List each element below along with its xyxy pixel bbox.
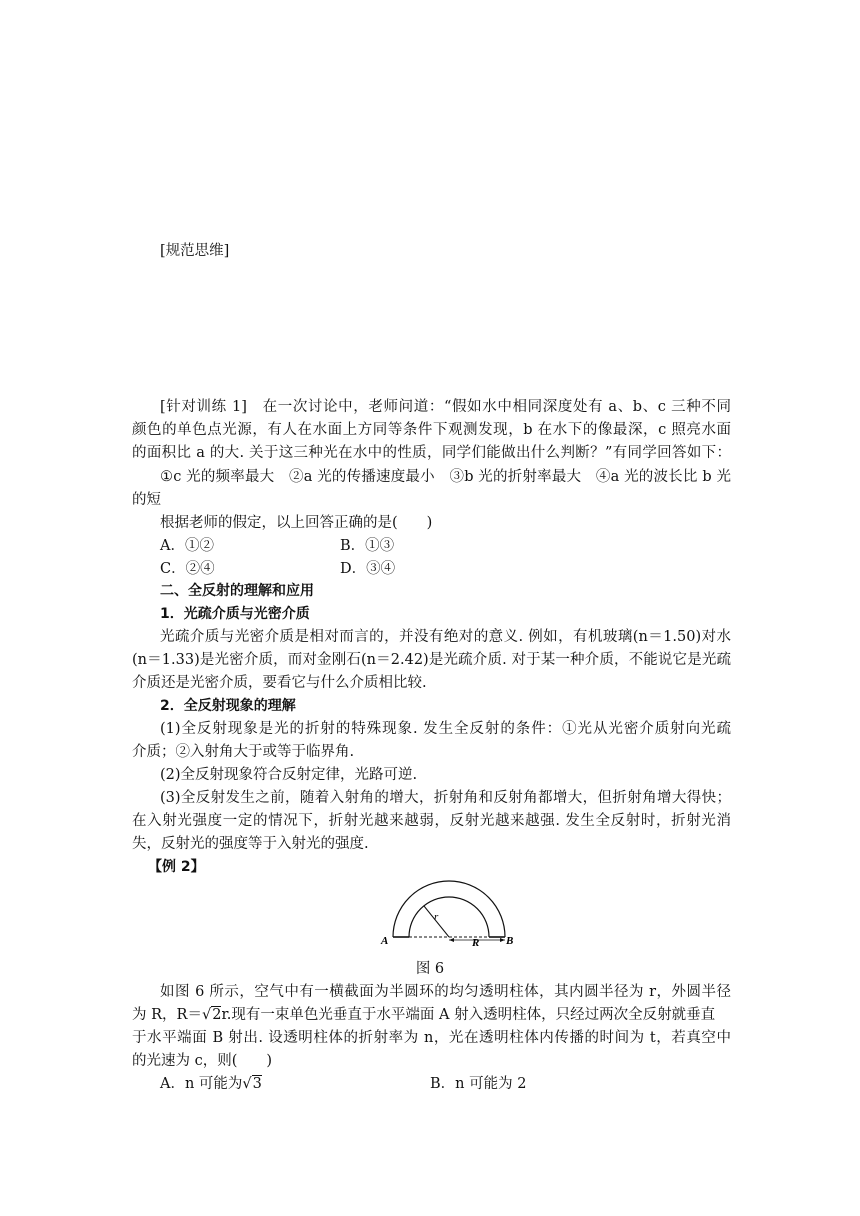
practice-line-1: [针对训练 1] 在一次讨论中，老师问道：“假如水中相同深度处有 a、b、c 三种不同 <box>160 399 731 415</box>
practice-option-c: C．②④ <box>160 561 215 577</box>
label-R: R <box>472 937 480 949</box>
practice-option-d: D．③④ <box>340 561 396 577</box>
practice-option-b: B．①③ <box>340 538 395 554</box>
figure-caption: 图 6 <box>415 961 445 977</box>
paragraph-4-line-3: 失，反射光的强度等于入射光的强度. <box>132 836 369 852</box>
paragraph-1-line-1: 光疏介质与光密介质是相对而言的，并没有绝对的意义. 例如，有机玻璃(n＝1.50)对水 <box>160 629 731 645</box>
example-line-4: 的光速为 c，则( ) <box>132 1053 273 1069</box>
label-B: B <box>506 935 514 947</box>
inner-arc <box>409 897 489 937</box>
sqrt-3: √3 <box>242 1076 262 1092</box>
example-line-2 <box>132 1004 731 1026</box>
practice-line-3: 的面积比 a 的大. 关于这三种光在水中的性质，同学们能做出什么判断？”有同学回答如下： <box>132 445 731 461</box>
practice-question-stem: 根据老师的假定，以上回答正确的是( ) <box>160 515 433 531</box>
practice-line-2: 颜色的单色点光源，有人在水面上方同等条件下观测发现，b 在水下的像最深，c 照亮水面 <box>132 422 731 438</box>
example-line-1: 如图 6 所示，空气中有一横截面为半圆环的均匀透明柱体，其内圆半径为 r，外圆半径 <box>160 984 731 1000</box>
practice-line-5: 的短 <box>132 492 161 508</box>
paragraph-3-line-1: (2)全反射现象符合反射定律，光路可逆. <box>160 767 418 783</box>
label-A: A <box>381 935 389 947</box>
example-line-2-pre: 为 R，R＝ <box>132 1007 202 1023</box>
arrow-right <box>500 938 505 942</box>
half-ring-figure <box>378 850 514 950</box>
paragraph-2-line-2: 介质；②入射角大于或等于临界角. <box>132 744 355 760</box>
example-option-a <box>160 1073 262 1095</box>
sqrt-2-radicand: 2 <box>212 1007 222 1023</box>
sqrt-2: √2 <box>201 1007 222 1023</box>
paragraph-1-line-3: 介质还是光密介质，要看它与什么介质相比较. <box>132 675 427 691</box>
heading-norms: [规范思维] <box>160 243 230 259</box>
paragraph-4-line-1: (3)全反射发生之前，随着入射角的增大，折射角和反射角都增大，但折射角增大得快； <box>160 790 731 806</box>
label-r: r <box>434 911 439 923</box>
section-title: 二、全反射的理解和应用 <box>160 583 314 599</box>
subsection-1-title: 1．光疏介质与光密介质 <box>160 606 310 622</box>
paragraph-1-line-2: (n＝1.33)是光密介质，而对金刚石(n＝2.42)是光疏介质. 对于某一种介质，不能说它是光疏 <box>132 652 731 668</box>
paragraph-4-line-2: 在入射光强度一定的情况下，折射光越来越弱，反射光越来越强. 发生全反射时，折射光消 <box>132 813 731 829</box>
sqrt-3-radicand: 3 <box>252 1076 262 1092</box>
paragraph-2-line-1: (1)全反射现象是光的折射的特殊现象. 发生全反射的条件：①光从光密介质射向光疏 <box>160 721 731 737</box>
example-2-label: 【例 2】 <box>148 859 205 875</box>
arrow-left <box>449 938 454 942</box>
practice-option-a: A．①② <box>160 538 214 554</box>
example-option-a-pre: A．n 可能为 <box>160 1076 243 1092</box>
subsection-2-title: 2．全反射现象的理解 <box>160 698 296 714</box>
practice-line-4: ①c 光的频率最大 ②a 光的传播速度最小 ③b 光的折射率最大 ④a 光的波长比 b 光 <box>160 469 731 485</box>
example-option-b: B．n 可能为 2 <box>430 1076 527 1092</box>
example-line-2-post: r.现有一束单色光垂直于水平端面 A 射入透明柱体，只经过两次全反射就垂直 <box>221 1007 716 1023</box>
example-line-3: 于水平端面 B 射出. 设透明柱体的折射率为 n，光在透明柱体内传播的时间为 t，若真空中 <box>132 1030 731 1046</box>
